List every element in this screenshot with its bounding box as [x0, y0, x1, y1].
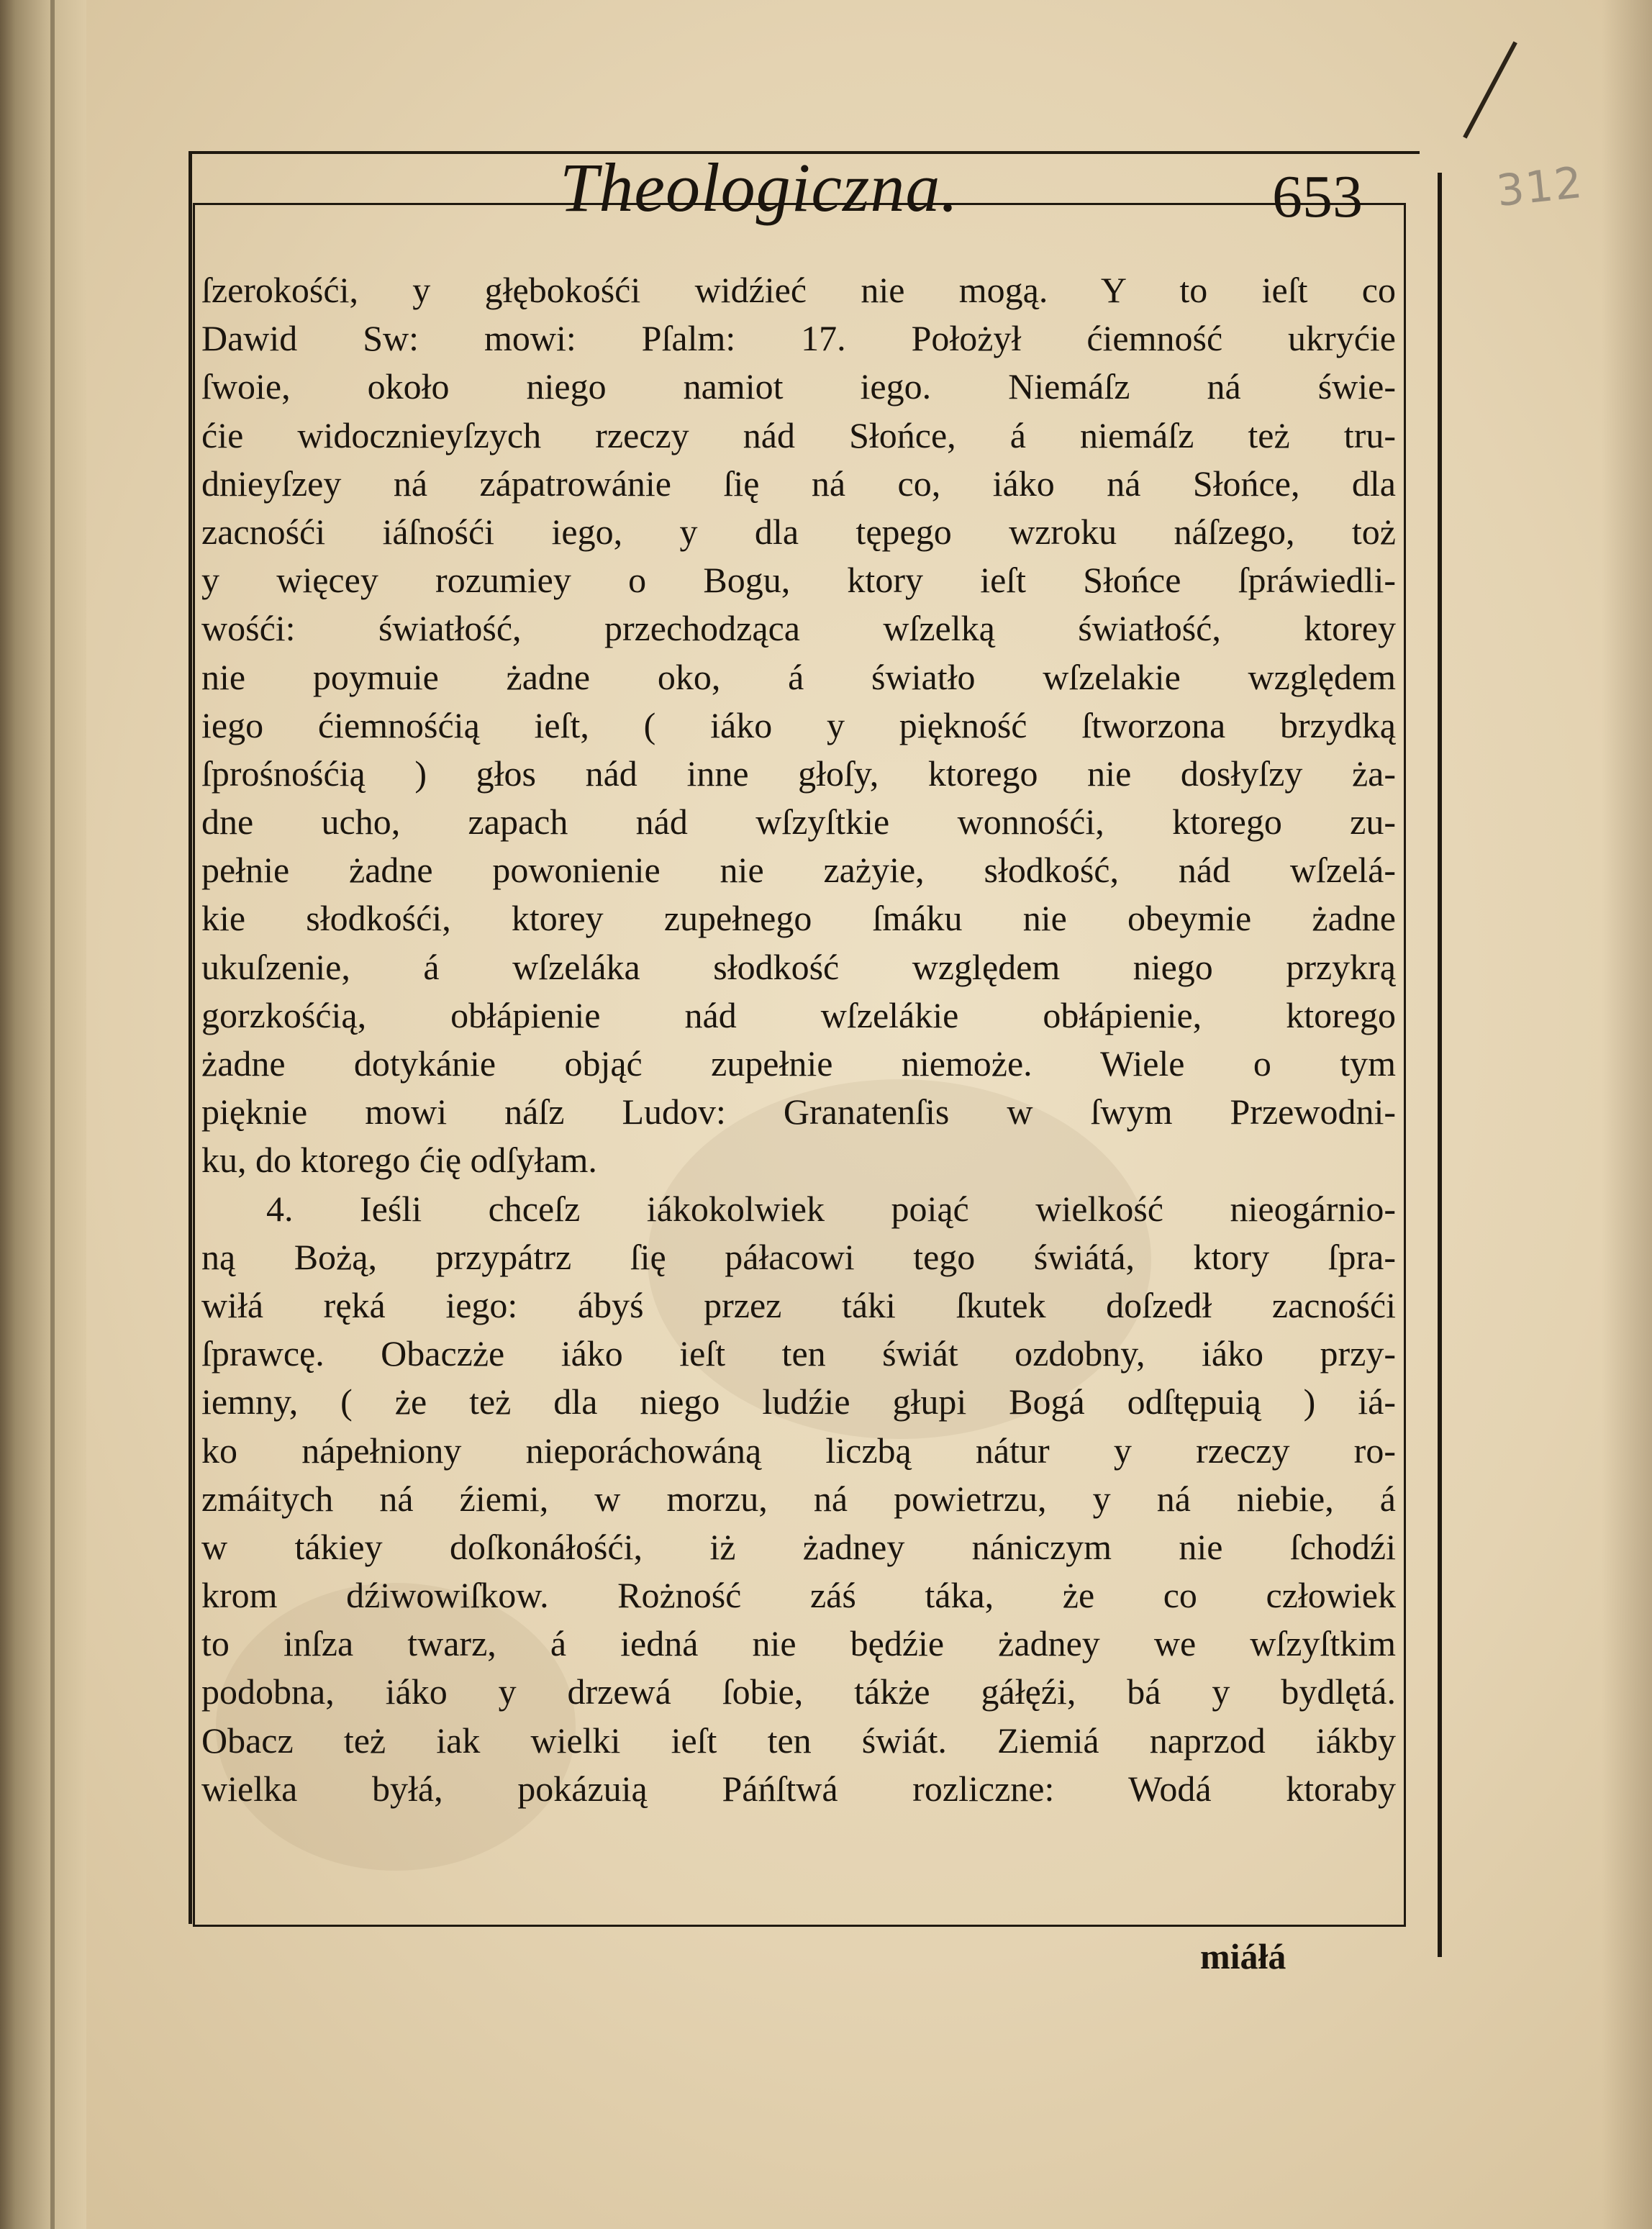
text-line: pełnie żadne powonienie nie zażyie, słodkość, nád wſzelá- — [201, 850, 1396, 891]
margin-folio-note: 312 — [1494, 157, 1586, 217]
text-line: żadne dotykánie objąć zupełnie niemoże. Wiele o tym — [201, 1043, 1396, 1084]
text-line: podobna, iáko y drzewá ſobie, tákże gáłęźi, bá y bydlętá. — [201, 1671, 1396, 1712]
text-line: wiłá ręká iego: ábyś przez táki ſkutek doſzedł zacnośći — [201, 1284, 1396, 1325]
text-line: Obacz też iak wielki ieſt ten świát. Ziemiá naprzod iákby — [201, 1720, 1396, 1761]
text-line: zmáitych ná źiemi, w morzu, ná powietrzu, y ná niebie, á — [201, 1478, 1396, 1519]
text-line: to inſza twarz, á iedná nie będźie żadney we wſzyſtkim — [201, 1623, 1396, 1664]
text-line: ſprawcę. Obaczże iáko ieſt ten świát ozdobny, iáko przy- — [201, 1333, 1396, 1374]
text-line: ćie widocznieyſzych rzeczy nád Słońce, á niemáſz też tru- — [201, 414, 1396, 455]
catchword: miáłá — [1200, 1936, 1286, 1976]
text-line: ukuſzenie, á wſzeláka słodkość względem niego przykrą — [201, 946, 1396, 987]
text-line: ną Bożą, przypátrz ſię páłacowi tego świátá, ktory ſpra- — [201, 1236, 1396, 1277]
text-line: gorzkośćią, obłápienie nád wſzelákie obłápienie, ktorego — [201, 994, 1396, 1035]
spine-shadow — [50, 0, 55, 2229]
text-line: ſwoie, około niego namiot iego. Niemáſz ná świe- — [201, 366, 1396, 407]
text-line: wośći: światłość, przechodząca wſzelką światłość, ktorey — [201, 608, 1396, 649]
text-line: nie poymuie żadne oko, á światło wſzelakie względem — [201, 656, 1396, 697]
text-line: kie słodkośći, ktorey zupełnego ſmáku nie obeymie żadne — [201, 898, 1396, 939]
text-line: wielka byłá, pokázuią Páńſtwá rozliczne: Wodá ktoraby — [201, 1768, 1396, 1809]
text-line: ku, do ktorego ćię odſyłam. — [201, 1140, 597, 1181]
text-line: zacnośći iáſnośći iego, y dla tępego wzroku náſzego, toż — [201, 511, 1396, 552]
body-text — [201, 266, 1396, 1813]
text-line: ſzerokośći, y głębokośći widźieć nie mogą. Y to ieſt co — [201, 270, 1396, 310]
page-number: 653 — [1272, 163, 1363, 230]
printed-border-right — [1438, 173, 1442, 1957]
text-line: ſprośnośćią ) głos nád inne głoſy, ktorego nie dosłyſzy ża- — [201, 753, 1396, 794]
text-line: krom dźiwowiſkow. Rożność záś táka, że co człowiek — [201, 1575, 1396, 1616]
book-spine — [0, 0, 86, 2229]
text-line: w tákiey doſkonáłośći, iż żadney nániczym nie ſchodźi — [201, 1526, 1396, 1567]
text-line: iemny, ( że też dla niego ludźie głupi Bogá odſtępuią ) iá- — [201, 1381, 1396, 1422]
page-header — [193, 147, 1409, 230]
margin-pencil-mark — [1463, 41, 1517, 138]
running-title: Theologiczna. — [560, 149, 959, 226]
page-edge-shadow — [1602, 0, 1652, 2229]
text-line: iego ćiemnośćią ieſt, ( iáko y piękność ſtworzona brzydką — [201, 704, 1396, 745]
text-line: y więcey rozumiey o Bogu, ktory ieſt Słońce ſpráwiedli- — [201, 560, 1396, 601]
text-line: ko nápełniony nieporáchowáną liczbą nátur y rzeczy ro- — [201, 1430, 1396, 1471]
text-line: dnieyſzey ná zápatrowánie ſię ná co, iáko ná Słońce, dla — [201, 463, 1396, 504]
text-line: Dawid Sw: mowi: Pſalm: 17. Położył ćiemność ukryćie — [201, 318, 1396, 359]
text-line: dne ucho, zapach nád wſzyſtkie wonnośći, ktorego zu- — [201, 802, 1396, 843]
paragraph-start-line: 4. Ieśli chceſz iákokolwiek poiąć wielkość nieogárnio- — [266, 1188, 1396, 1229]
text-line: pięknie mowi náſz Ludov: Granatenſis w ſwym Przewodni- — [201, 1091, 1396, 1132]
